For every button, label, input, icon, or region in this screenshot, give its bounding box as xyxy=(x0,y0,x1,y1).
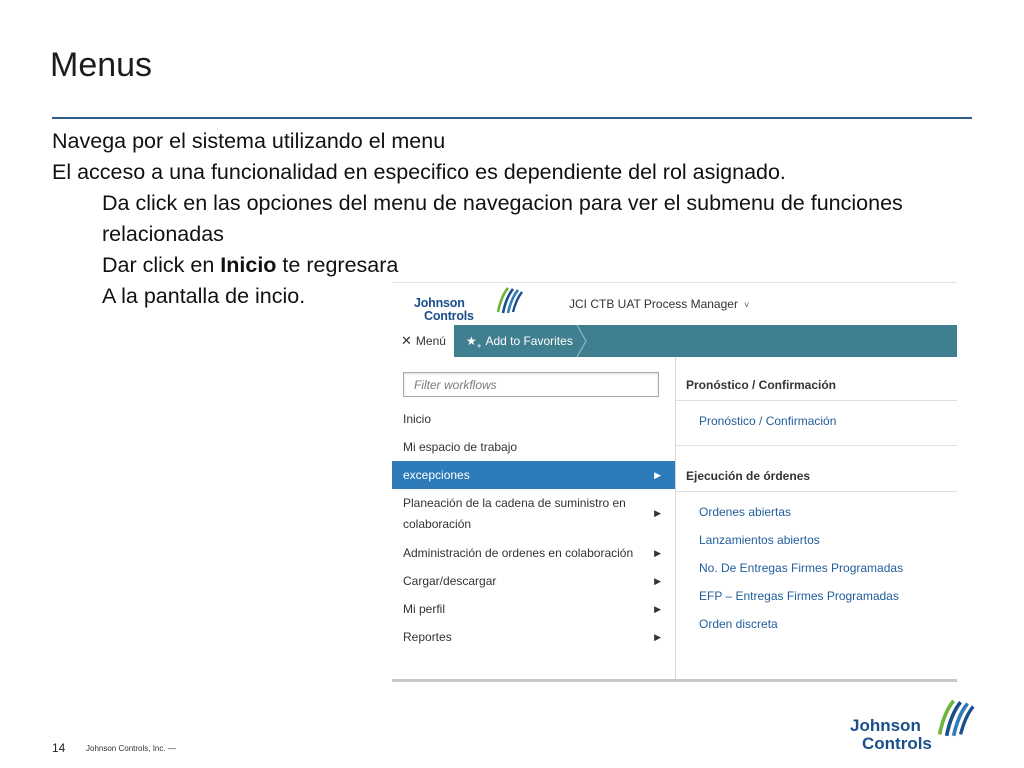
submenu-divider xyxy=(676,491,957,492)
close-icon: ✕ xyxy=(401,333,412,348)
nav-item-administracion[interactable] xyxy=(392,539,675,567)
app-toolbar xyxy=(392,325,957,357)
inicio-bold: Inicio xyxy=(220,253,277,277)
nav-item-planeacion[interactable] xyxy=(392,489,675,539)
app-title-dropdown[interactable] xyxy=(569,297,749,311)
footer-logo-line2: Controls xyxy=(862,734,932,753)
submenu-link-ordenes-abiertas[interactable]: Ordenes abiertas xyxy=(699,505,792,519)
inicio-prefix: Dar click en xyxy=(102,253,221,277)
chevron-right-icon: ▶ xyxy=(654,576,661,586)
slide-title: Menus xyxy=(50,46,153,84)
breadcrumb-separator-icon xyxy=(576,325,588,357)
footer-company: Johnson Controls, Inc. — xyxy=(86,744,176,753)
favorites-label: Add to Favorites xyxy=(485,334,573,348)
star-add-icon: $★_+$ xyxy=(466,334,482,351)
nav-item-mi-espacio[interactable] xyxy=(392,433,675,461)
footer-logo xyxy=(850,698,980,756)
body-line-2: El acceso a una funcionalidad en especifico es dependiente del rol asignado. xyxy=(52,160,786,184)
nav-item-label: Planeación de la cadena de suministro en colaboración xyxy=(403,496,626,531)
submenu-heading-pronostico: Pronóstico / Confirmación xyxy=(686,378,837,392)
submenu-link-efp[interactable]: EFP – Entregas Firmes Programadas xyxy=(699,589,899,603)
title-divider xyxy=(52,117,972,119)
nav-item-label: Mi perfil xyxy=(403,602,446,616)
nav-item-mi-perfil[interactable] xyxy=(392,595,675,623)
chevron-right-icon: ▶ xyxy=(654,470,661,480)
app-title-text: JCI CTB UAT Process Manager xyxy=(569,297,738,311)
app-screenshot xyxy=(392,282,957,682)
nav-item-cargar-descargar[interactable] xyxy=(392,567,675,595)
nav-item-label: Mi espacio de trabajo xyxy=(403,440,518,454)
nav-item-label: excepciones xyxy=(403,468,470,482)
navigation-menu xyxy=(392,357,676,679)
johnson-controls-logo[interactable] xyxy=(414,286,534,326)
submenu-link-lanzamientos-abiertos[interactable]: Lanzamientos abiertos xyxy=(699,533,820,547)
body-indented-1: Da click en las opciones del menu de navegacion para ver el submenu de funciones relacionadas xyxy=(102,191,903,246)
chevron-down-icon: ˅ xyxy=(743,300,750,310)
nav-item-excepciones[interactable] xyxy=(392,461,675,489)
menu-toggle-button[interactable] xyxy=(392,325,454,357)
app-header xyxy=(392,282,957,326)
body-line-1: Navega por el sistema utilizando el menu xyxy=(52,129,446,153)
chevron-right-icon: ▶ xyxy=(654,508,661,518)
submenu-link-pronostico[interactable]: Pronóstico / Confirmación xyxy=(699,414,837,428)
nav-item-label: Cargar/descargar xyxy=(403,574,497,588)
submenu-link-orden-discreta[interactable]: Orden discreta xyxy=(699,617,778,631)
chevron-right-icon: ▶ xyxy=(654,604,661,614)
submenu-divider xyxy=(676,400,957,401)
inicio-suffix: te regresara xyxy=(276,253,399,277)
chevron-right-icon: ▶ xyxy=(654,632,661,642)
logo-text-line1: Johnson xyxy=(414,296,465,310)
nav-item-label: Administración de ordenes en colaboración xyxy=(403,546,634,560)
body-indented-2 xyxy=(52,250,982,281)
logo-swoosh-icon xyxy=(494,286,524,316)
nav-item-label: Inicio xyxy=(403,412,432,426)
submenu-link-no-entregas-firmes[interactable]: No. De Entregas Firmes Programadas xyxy=(699,561,904,575)
logo-text-line2: Controls xyxy=(424,309,474,323)
page-number: 14 xyxy=(52,741,66,755)
submenu-heading-ejecucion: Ejecución de órdenes xyxy=(686,469,811,483)
add-to-favorites-button[interactable] xyxy=(454,325,587,357)
footer-logo-line1: Johnson xyxy=(850,716,921,735)
body-indented-3: A la pantalla de incio. xyxy=(102,284,306,308)
logo-swoosh-icon xyxy=(934,698,976,740)
chevron-right-icon: ▶ xyxy=(654,548,661,558)
nav-item-inicio[interactable] xyxy=(392,405,675,433)
submenu-divider xyxy=(676,445,957,446)
menu-tab-label: Menú xyxy=(415,334,446,348)
submenu-panel xyxy=(676,357,957,679)
filter-workflows-input[interactable] xyxy=(403,372,659,397)
nav-item-label: Reportes xyxy=(403,630,452,644)
nav-list xyxy=(392,405,675,651)
nav-item-reportes[interactable] xyxy=(392,623,675,651)
